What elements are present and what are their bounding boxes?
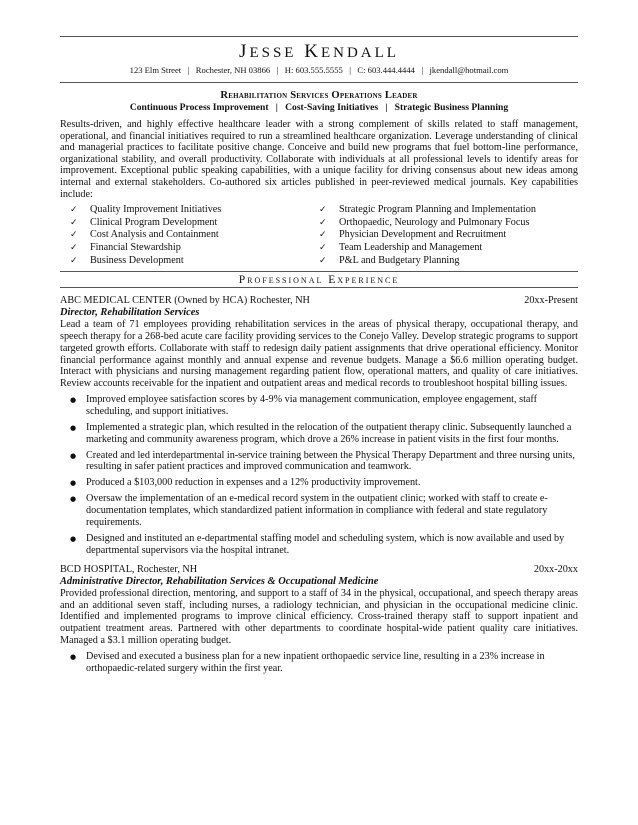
- name-last-rest: ENDALL: [320, 45, 399, 61]
- capability-item: ✓ Orthopaedic, Neurology and Pulmonary Focus: [319, 216, 530, 228]
- experience-section-header: [60, 271, 578, 288]
- checkmark-icon: ✓: [70, 217, 78, 228]
- checkmark-icon: ✓: [319, 242, 327, 253]
- list-item: ● Oversaw the implementation of an e-medical record system in the outpatient clinic; worked with staff to create e-documentation templates, which standardized patient information in compliance with federal and state regulatory requirements.: [60, 493, 578, 529]
- capabilities-left-column: [60, 204, 319, 267]
- list-item: ● Created and led interdepartmental in-service training between the Physical Therapy Department and three nursing units, resulting in safer patient practices and improved communication and teamwork.: [60, 450, 578, 474]
- employer: BCD HOSPITAL, Rochester, NH: [60, 563, 198, 575]
- bullet-icon: ●: [69, 423, 77, 432]
- section-rule-bottom: [60, 287, 578, 288]
- name-first-rest: ESSE: [249, 45, 297, 61]
- candidate-name: [60, 41, 578, 64]
- bullet-icon: ●: [69, 451, 77, 460]
- header-rule: [60, 82, 578, 83]
- capability-item: ✓ Cost Analysis and Containment: [70, 229, 219, 241]
- bullet-icon: ●: [69, 495, 77, 504]
- contact-line: 123 Elm Street | Rochester, NH 03866 | H: 603.555.5555 | C: 603.444.4444 | jkendall@hotmail.com: [129, 65, 509, 75]
- job-entry: [60, 564, 578, 675]
- checkmark-icon: ✓: [319, 217, 327, 228]
- name-last-initial: K: [304, 41, 321, 62]
- capability-item: ✓ Strategic Program Planning and Implementation: [319, 204, 536, 216]
- bullet-icon: ●: [69, 395, 77, 404]
- list-item: ● Improved employee satisfaction scores by 4-9% via management communication, employee engagement, staff scheduling, and support initiatives.: [60, 394, 578, 418]
- checkmark-icon: ✓: [319, 255, 327, 266]
- summary-paragraph: Results-driven, and highly effective healthcare leader with a strong complement of skills related to staff management, operational, and financial initiatives required to run a streamlined healthcare organization. Leverage understanding of clinical and managerial practices to facilitate positive change. Conceive and build new programs that fuel bottom-line performance, organizational stability, and overall productivity. Collaborate with individuals at all professional levels to identify areas for improvement. Exceptional public speaking capabilities, with a unique facility for driving consensus about new ideas among internal and external stakeholders. Co-authored six articles published in peer-reviewed medical journals. Key capabilities include:: [60, 119, 578, 200]
- list-item: ● Designed and instituted an e-departmental staffing model and scheduling system, which is now available and used by departmental supervisors via the hospital intranet.: [60, 533, 578, 557]
- checkmark-icon: ✓: [319, 230, 327, 241]
- checkmark-icon: ✓: [70, 255, 78, 266]
- job-dates: 20xx-20xx: [533, 563, 578, 575]
- achievement-list: [60, 651, 578, 675]
- list-item: ● Devised and executed a business plan for a new inpatient orthopaedic service line, resulting in a 23% increase in orthopaedic-related surgery within the first year.: [60, 651, 578, 675]
- job-description: Lead a team of 71 employees providing rehabilitation services in the areas of physical therapy, occupational therapy, and speech therapy for a 268-bed acute care facility providing services to the Conejo Valley. Develop strategic programs to support targeted growth efforts. Collaborate with staff to redesign daily patient assignments that drive operational efficiency. Monitor financial performance against monthly and annual expense and revenue budgets. Manage a $6.6 million operating budget. Interact with physicians and nursing management regarding patient flow, operational matters, and quality of care initiatives. Review accounts receivable for the inpatient and outpatient areas and medical records to troubleshoot hospital billing issues.: [60, 319, 578, 390]
- capabilities-right-column: [319, 204, 578, 267]
- checkmark-icon: ✓: [70, 205, 78, 216]
- capability-item: ✓ Physician Development and Recruitment: [319, 229, 507, 241]
- achievement-list: [60, 394, 578, 557]
- resume-page: [60, 36, 578, 675]
- job-header: [60, 295, 578, 307]
- capability-item: ✓ P&L and Budgetary Planning: [319, 254, 460, 266]
- employer: ABC MEDICAL CENTER (Owned by HCA) Rochester, NH: [60, 295, 310, 307]
- section-rule-top: [60, 271, 578, 272]
- capability-item: ✓ Business Development: [70, 254, 184, 266]
- job-dates: 20xx-Present: [524, 295, 578, 307]
- bullet-icon: ●: [69, 652, 77, 661]
- capability-item: ✓ Team Leadership and Management: [319, 241, 483, 253]
- headline-title: Rehabilitation Services Operations Leader: [220, 90, 418, 101]
- job-title: Administrative Director, Rehabilitation Services & Occupational Medicine: [60, 575, 379, 587]
- bullet-icon: ●: [69, 535, 77, 544]
- top-rule: [60, 36, 578, 37]
- list-item: ● Implemented a strategic plan, which resulted in the relocation of the outpatient therapy clinic. Subsequently launched a marketing and community awareness program, which drove a 26% increase in patient visits in the first four months.: [60, 422, 578, 446]
- capabilities-list: [60, 204, 578, 267]
- job-header: [60, 564, 578, 576]
- job-description: Provided professional direction, mentoring, and support to a staff of 34 in the physical, occupational, and speech therapy areas and an additional seven staff, including nurses, a radiology technician, and physician in the occupational medicine clinic. Identified and implemented programs to improve clinical efficiency. Cross-trained therapy staff to support inpatient and outpatient treatment areas. Partnered with other departments to coordinate hospital-wide patient quality care initiatives. Managed a $3.1 million operating budget.: [60, 587, 578, 647]
- list-item: ● Produced a $103,000 reduction in expenses and a 12% productivity improvement.: [60, 477, 578, 489]
- checkmark-icon: ✓: [70, 230, 78, 241]
- section-title: Professional Experience: [238, 274, 400, 287]
- bullet-icon: ●: [69, 479, 77, 488]
- checkmark-icon: ✓: [70, 242, 78, 253]
- checkmark-icon: ✓: [319, 205, 327, 216]
- name-first-initial: J: [239, 41, 250, 62]
- job-entry: [60, 295, 578, 557]
- headline-subtitle: Continuous Process Improvement | Cost-Saving Initiatives | Strategic Business Planning: [129, 102, 509, 113]
- capability-item: ✓ Quality Improvement Initiatives: [70, 204, 222, 216]
- job-title: Director, Rehabilitation Services: [60, 307, 200, 319]
- capability-item: ✓ Financial Stewardship: [70, 241, 181, 253]
- capability-item: ✓ Clinical Program Development: [70, 216, 218, 228]
